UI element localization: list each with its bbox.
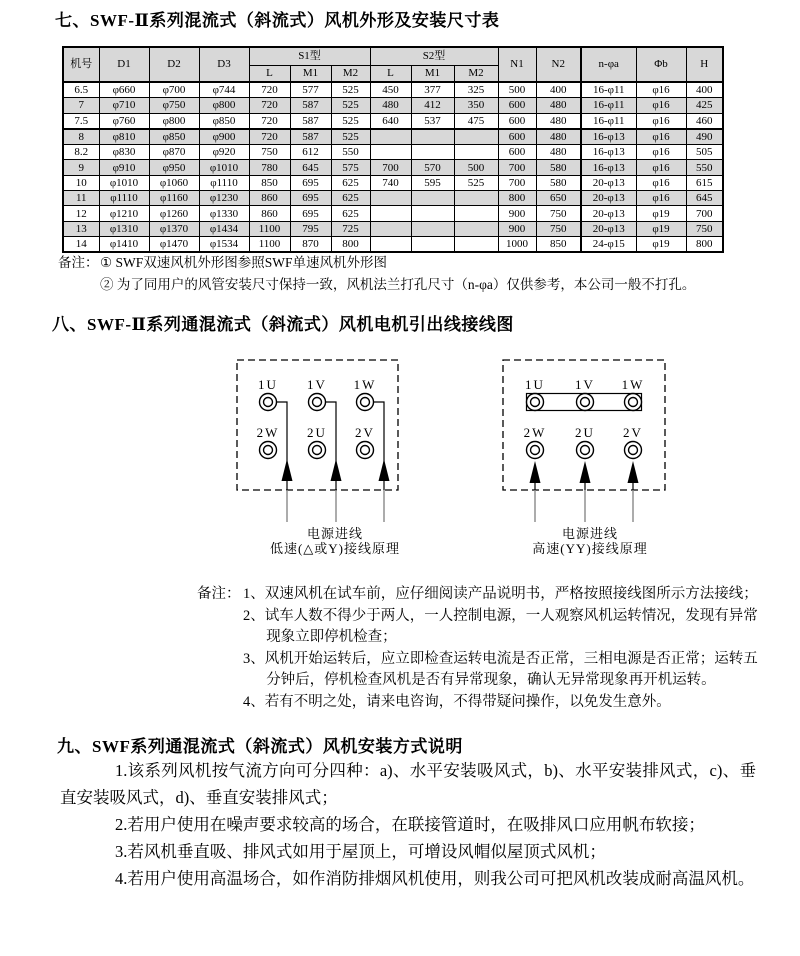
table-cell: 720 [249,113,290,129]
table-cell [370,236,411,252]
caption-line: 低速(△或Y)接线原理 [269,540,401,556]
table-cell: φ19 [636,236,686,252]
table-cell [454,129,498,145]
table-cell: 7 [63,98,99,113]
table-cell: 577 [290,82,331,98]
table-cell: 570 [411,160,454,175]
table-cell: 615 [686,175,723,190]
table-cell: 400 [686,82,723,98]
table-cell: 720 [249,129,290,145]
table-cell: 870 [290,236,331,252]
table-cell: 480 [370,98,411,113]
table-cell: 412 [411,98,454,113]
table-cell: 16-φ13 [581,160,636,175]
table-cell: φ830 [99,145,149,160]
table-cell: 700 [498,160,536,175]
table-cell: 500 [454,160,498,175]
col-n1: N1 [498,47,536,82]
table-row [63,206,723,221]
table-cell: φ16 [636,145,686,160]
table-cell: 650 [536,191,581,206]
svg-text:2V: 2V [355,425,375,440]
table-cell: 525 [331,113,370,129]
table-cell [370,206,411,221]
table-cell: 780 [249,160,290,175]
table-cell: φ710 [99,98,149,113]
svg-text:2U: 2U [575,425,595,440]
notes-label: 备注： [58,255,99,270]
table-cell: 490 [686,129,723,145]
table-cell: 525 [454,175,498,190]
table-cell: 800 [686,236,723,252]
caption-line: 电源进线 [306,526,363,541]
col-s2-l: L [370,66,411,83]
table-cell: φ1310 [99,221,149,236]
table-cell: 16-φ11 [581,113,636,129]
table-cell: φ16 [636,98,686,113]
table-cell: 425 [686,98,723,113]
table-cell: 550 [686,160,723,175]
power-leads [535,490,633,522]
col-d1: D1 [99,47,149,82]
table-cell [454,191,498,206]
table-cell: 695 [290,175,331,190]
table-row [63,175,723,190]
table-cell: 550 [331,145,370,160]
table-cell: 860 [249,206,290,221]
table-cell: 16-φ13 [581,145,636,160]
table-row [63,221,723,236]
table-cell: 750 [249,145,290,160]
table-cell: φ16 [636,175,686,190]
table-cell: 20-φ13 [581,191,636,206]
note-item: 1、双速风机在试车前，应仔细阅读产品说明书，严格按照接线图所示方法接线； [243,586,758,602]
table-cell: 625 [331,206,370,221]
table-cell: φ19 [636,221,686,236]
high-speed-diagram [503,360,665,522]
table-cell: 6.5 [63,82,99,98]
table-row [63,236,723,252]
table-cell: 500 [498,82,536,98]
table-cell: 20-φ13 [581,221,636,236]
caption-line: 电源进线 [561,526,618,541]
col-s1-m2: M2 [331,66,370,83]
table-cell: 750 [536,221,581,236]
table-cell: φ950 [149,160,199,175]
table-row [63,82,723,98]
col-n2: N2 [536,47,581,82]
table-cell: 750 [536,206,581,221]
table-cell: 505 [686,145,723,160]
table-cell: 8 [63,129,99,145]
paragraph: 2.若用户使用在噪声要求较高的场合，在联接管道时，在吸排风口应用帆布软接； [115,815,705,834]
power-leads [287,490,384,522]
table-cell [454,236,498,252]
table-cell: 475 [454,113,498,129]
table-cell [411,129,454,145]
note-item: 4、若有不明之处，请来电咨询，不得带疑问操作，以免发生意外。 [243,693,671,710]
table-cell: 24-φ15 [581,236,636,252]
col-group-s1: S1型 [249,47,370,66]
svg-text:1V: 1V [575,377,595,392]
table-cell: φ1534 [199,236,249,252]
section7-title: 七、SWF-Ⅱ系列混流式（斜流式）风机外形及安装尺寸表 [55,11,500,30]
note-item: ① SWF双速风机外形图参照SWF单速风机外形图 [100,255,387,270]
table-header [63,47,723,82]
table-cell: φ1370 [149,221,199,236]
table-cell: 480 [536,129,581,145]
table-cell: 720 [249,98,290,113]
section8-title: 八、SWF-Ⅱ系列通混流式（斜流式）风机电机引出线接线图 [52,315,514,334]
table-cell: φ19 [636,206,686,221]
table-cell: 13 [63,221,99,236]
table-cell: 10 [63,175,99,190]
table-cell: 9 [63,160,99,175]
dimension-table-body [63,82,723,252]
paragraph: 4.若用户使用高温场合，如作消防排烟风机使用，则我公司可把风机改装成耐高温风机。 [115,869,755,888]
table-row [63,113,723,129]
table-cell: 7.5 [63,113,99,129]
col-s1-m1: M1 [290,66,331,83]
note-items [100,252,748,296]
table-cell: 11 [63,191,99,206]
table-cell [411,145,454,160]
table-cell: φ16 [636,191,686,206]
high-speed-caption [505,527,675,556]
table-cell: 575 [331,160,370,175]
table-cell [454,221,498,236]
table-cell: 625 [331,175,370,190]
table-cell: 12 [63,206,99,221]
table-cell: 700 [686,206,723,221]
svg-text:1U: 1U [258,377,278,392]
svg-text:2W: 2W [523,425,547,440]
col-d2: D2 [149,47,199,82]
table-cell [370,129,411,145]
svg-text:2U: 2U [307,425,327,440]
table-row [63,98,723,113]
table-cell: 900 [498,206,536,221]
arrow-up-icon [530,461,639,483]
table-cell: 800 [498,191,536,206]
table-cell: 587 [290,113,331,129]
table-cell: 525 [331,82,370,98]
table-cell: 640 [370,113,411,129]
table-row [63,160,723,175]
table-cell: φ1010 [99,175,149,190]
notes-label: 备注： [197,586,241,602]
table-cell: φ750 [149,98,199,113]
table-cell [454,145,498,160]
table-cell: φ1410 [99,236,149,252]
svg-text:1U: 1U [525,377,545,392]
table-cell [411,221,454,236]
table-cell: 580 [536,175,581,190]
dimension-table [62,46,724,253]
col-s2-m1: M1 [411,66,454,83]
col-h: H [686,47,723,82]
table-cell: 600 [498,98,536,113]
table-cell [370,221,411,236]
table-cell: 350 [454,98,498,113]
table-cell: φ1110 [99,191,149,206]
table-cell: 16-φ13 [581,129,636,145]
section9-title: 九、SWF系列通混流式（斜流式）风机安装方式说明 [57,737,463,756]
table-cell: φ910 [99,160,149,175]
table-row [63,145,723,160]
table-cell: φ1060 [149,175,199,190]
table-cell: 460 [686,113,723,129]
table-cell: φ800 [199,98,249,113]
table-cell: φ1210 [99,206,149,221]
table-cell: φ16 [636,113,686,129]
table-cell: 16-φ11 [581,82,636,98]
table-cell: 480 [536,98,581,113]
table-cell: φ1260 [149,206,199,221]
table-cell: 645 [290,160,331,175]
note-items [243,584,763,713]
table-cell: 450 [370,82,411,98]
table-cell: 400 [536,82,581,98]
table-cell: 1000 [498,236,536,252]
arrow-up-icon [282,459,390,481]
table-cell: φ744 [199,82,249,98]
table-cell: 750 [686,221,723,236]
table-cell: 480 [536,113,581,129]
table-cell: 850 [249,175,290,190]
table-cell: 860 [249,191,290,206]
table-cell: 480 [536,145,581,160]
table-cell: 600 [498,145,536,160]
table-cell: φ1010 [199,160,249,175]
col-group-s2: S2型 [370,47,498,66]
note-item: 2、试车人数不得少于两人，一人控制电源，一人观察风机运转情况，发现有异常现象立即停机检查； [243,607,758,645]
table-cell: φ1470 [149,236,199,252]
table-cell [411,191,454,206]
svg-text:1V: 1V [307,377,327,392]
col-phi-b: Φb [636,47,686,82]
table-cell: 800 [331,236,370,252]
table-row [63,191,723,206]
table-cell: 8.2 [63,145,99,160]
table-cell: φ920 [199,145,249,160]
table-cell: φ1110 [199,175,249,190]
table-cell: φ760 [99,113,149,129]
table-cell: φ16 [636,160,686,175]
table-cell: 20-φ13 [581,206,636,221]
table-cell: φ810 [99,129,149,145]
table-cell: φ660 [99,82,149,98]
table-cell: 700 [370,160,411,175]
table-cell: 525 [331,98,370,113]
table-cell: 695 [290,206,331,221]
table-row [63,129,723,145]
svg-text:2V: 2V [623,425,643,440]
table-cell [454,206,498,221]
table-cell: 625 [331,191,370,206]
svg-text:2W: 2W [256,425,280,440]
table-cell: 600 [498,129,536,145]
col-s1-l: L [249,66,290,83]
col-n-phi-a: n-φa [581,47,636,82]
table-cell: φ800 [149,113,199,129]
table-cell: 580 [536,160,581,175]
table-cell: 587 [290,98,331,113]
table-cell: φ1230 [199,191,249,206]
paragraph: 3.若风机垂直吸、排风式如用于屋顶上，可增设风帽似屋顶式风机； [115,842,606,861]
table-cell: φ850 [149,129,199,145]
low-speed-diagram [237,360,398,522]
svg-text:1W: 1W [621,377,645,392]
table-cell: 537 [411,113,454,129]
table-cell: 695 [290,191,331,206]
table-cell: 1100 [249,236,290,252]
table-cell: 645 [686,191,723,206]
table-cell: 587 [290,129,331,145]
table-cell: φ1160 [149,191,199,206]
table-cell: φ850 [199,113,249,129]
table-cell: φ16 [636,82,686,98]
note-item: 3、风机开始运转后，应立即检查运转电流是否正常，三相电源是否正常；运转五分钟后，停机检查风机是否有异常现象，确认无异常现象再开机运转。 [243,650,758,688]
section7-notes [58,252,748,296]
table-cell [370,145,411,160]
table-cell: 595 [411,175,454,190]
table-cell: φ700 [149,82,199,98]
table-cell: 612 [290,145,331,160]
table-cell: 740 [370,175,411,190]
table-cell: 525 [331,129,370,145]
table-cell: 1100 [249,221,290,236]
table-cell [370,191,411,206]
col-d3: D3 [199,47,249,82]
table-cell: 377 [411,82,454,98]
table-cell: 725 [331,221,370,236]
table-cell: 850 [536,236,581,252]
paragraph: 1.该系列风机按气流方向可分四种：a)、水平安装吸风式，b)、水平安装排风式，c)、垂直安装吸风式，d)、垂直安装排风式； [60,761,756,807]
table-cell: φ1434 [199,221,249,236]
table-cell: φ870 [149,145,199,160]
table-cell: 16-φ11 [581,98,636,113]
table-cell: 720 [249,82,290,98]
table-cell: 700 [498,175,536,190]
table-cell: 900 [498,221,536,236]
caption-line: 高速(YY)接线原理 [532,540,648,556]
table-cell: 20-φ13 [581,175,636,190]
low-speed-caption [250,527,420,556]
section9-body [60,757,756,892]
table-cell: 14 [63,236,99,252]
table-cell [411,236,454,252]
note-item: ② 为了同用户的风管安装尺寸保持一致，风机法兰打孔尺寸（n-φa）仅供参考，本公司一般不打孔。 [100,277,696,292]
table-cell: 325 [454,82,498,98]
table-cell: 600 [498,113,536,129]
col-s2-m2: M2 [454,66,498,83]
table-cell: 795 [290,221,331,236]
section8-notes [197,584,763,713]
table-cell: φ16 [636,129,686,145]
svg-text:1W: 1W [353,377,377,392]
table-cell [411,206,454,221]
table-cell: φ1330 [199,206,249,221]
table-cell: φ900 [199,129,249,145]
col-machine-no: 机号 [63,47,99,82]
